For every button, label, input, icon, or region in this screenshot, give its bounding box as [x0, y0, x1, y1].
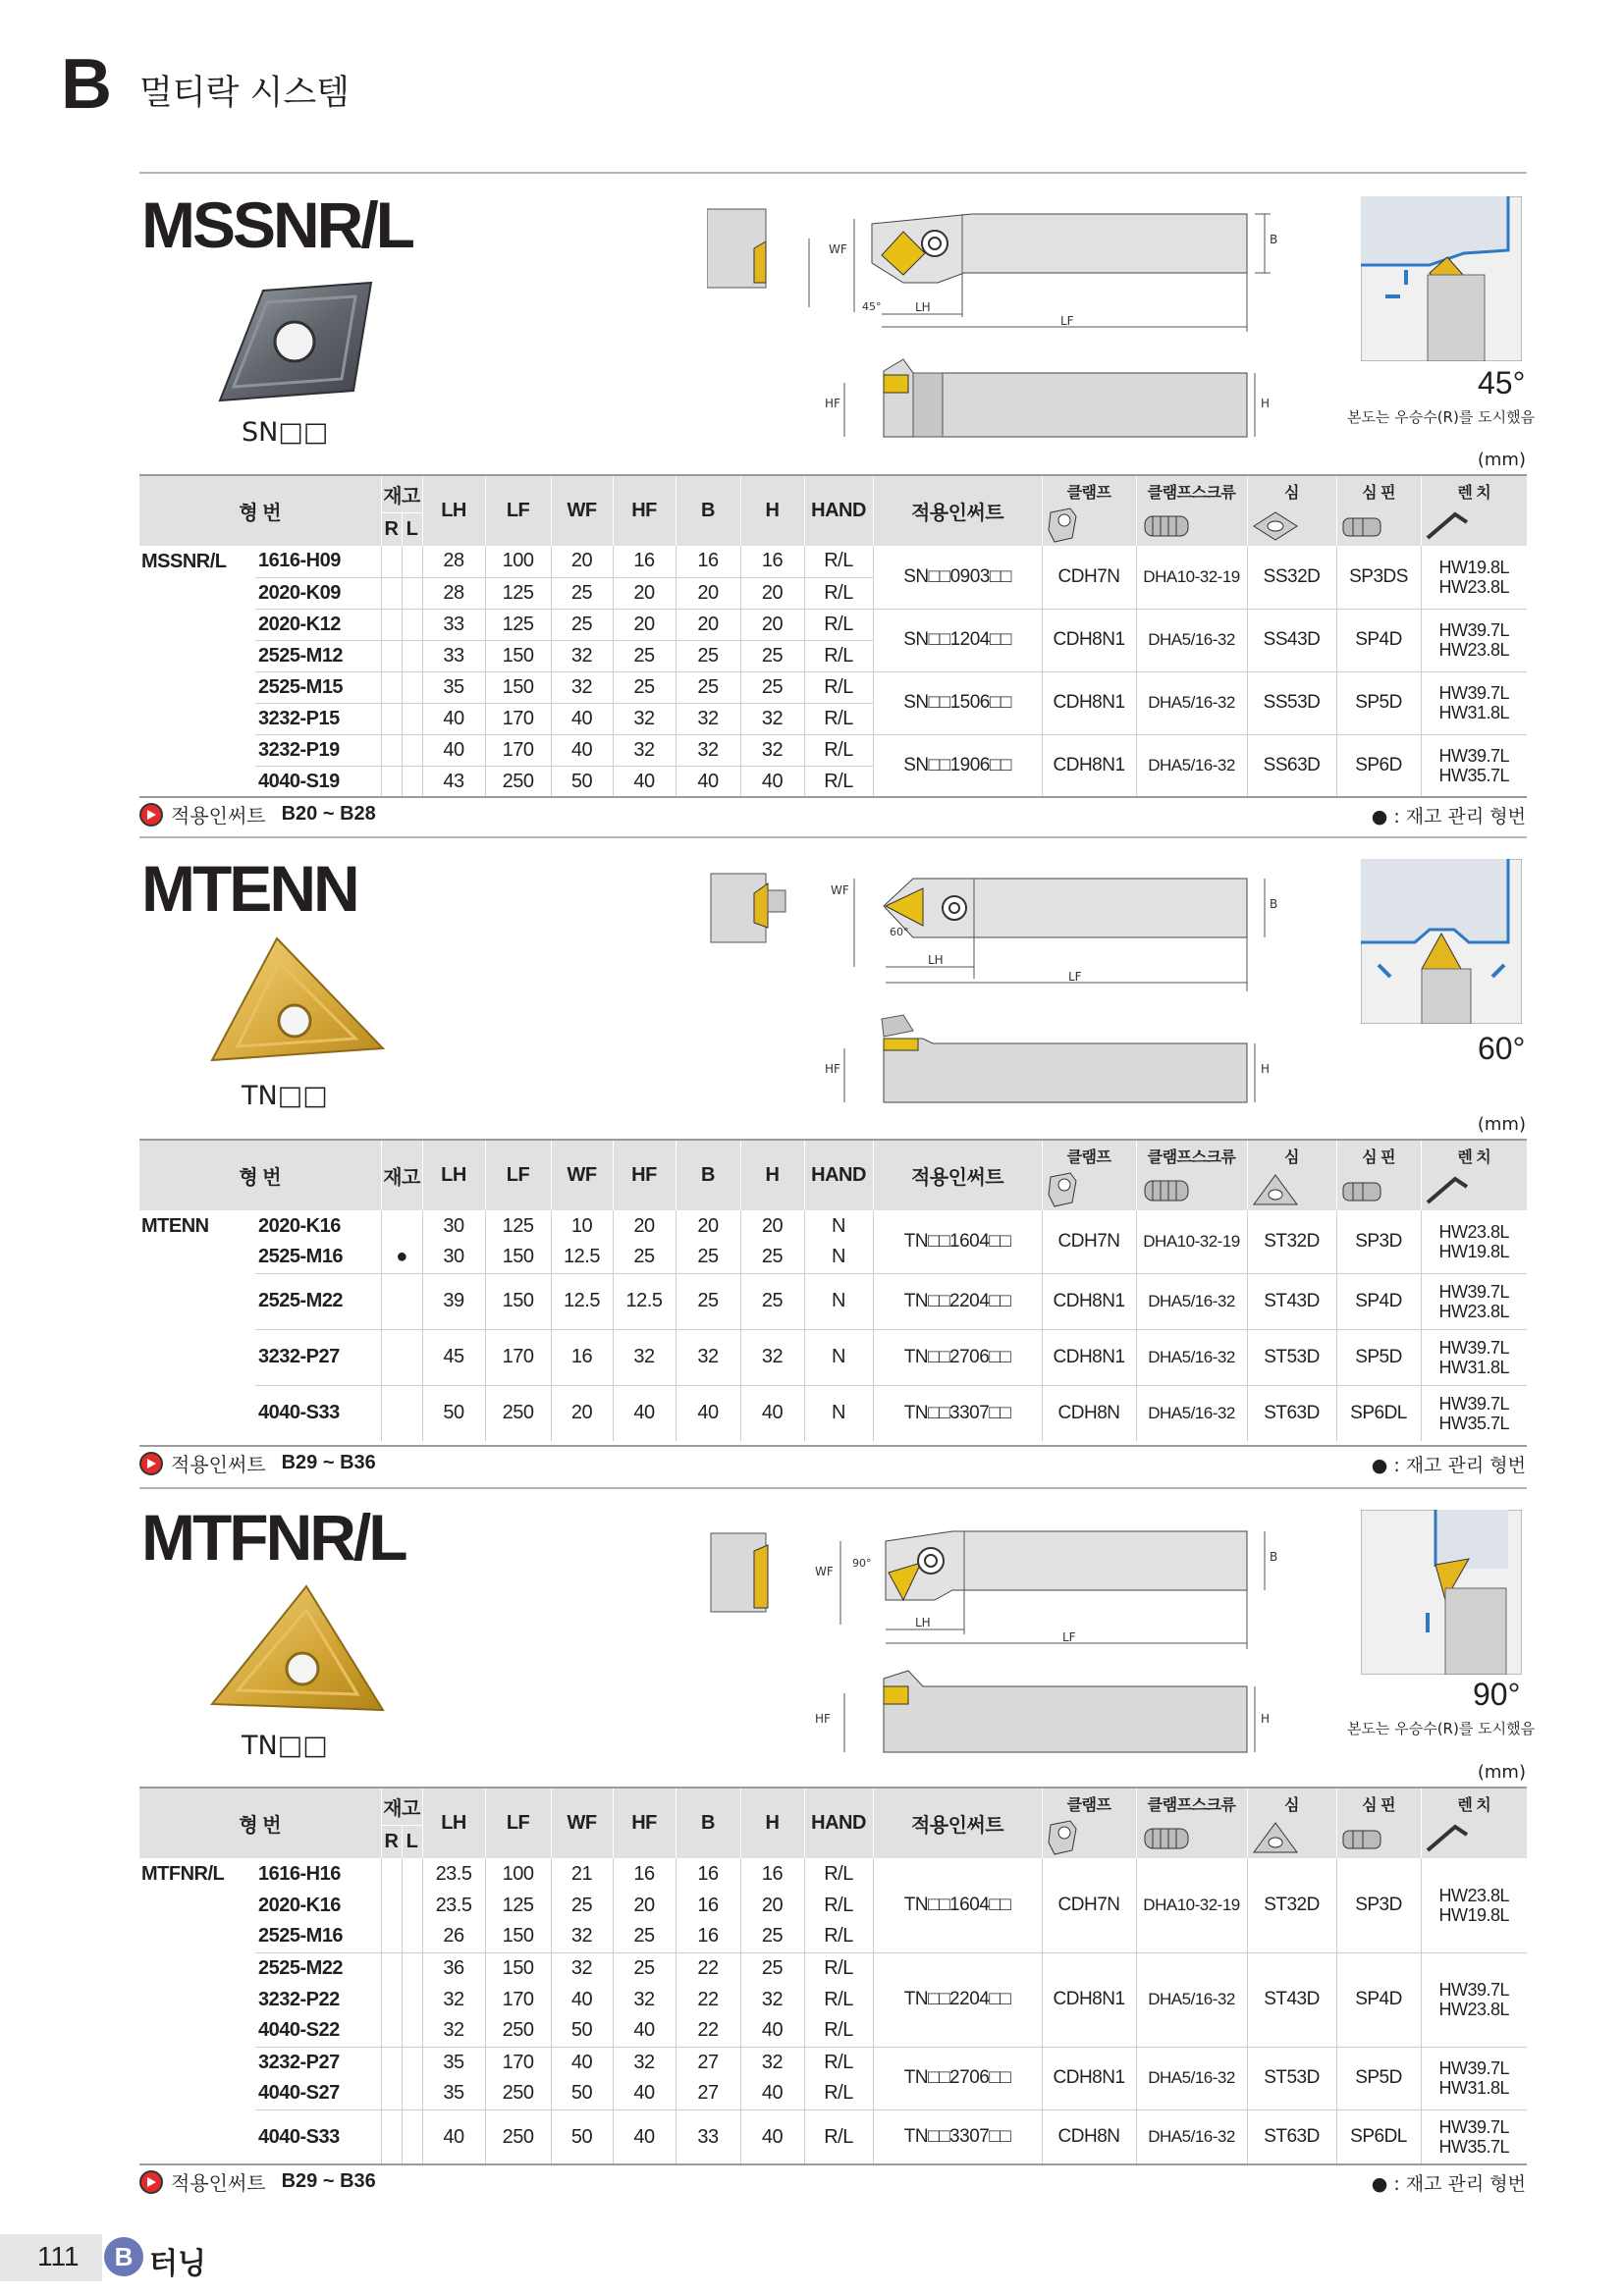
col-lf: LF — [485, 476, 551, 546]
table-row: 4040-S27 35 250 50 40 27 40 R/L — [139, 2078, 1527, 2109]
col-hand: HAND — [804, 476, 873, 546]
dim-h: H — [1261, 1062, 1271, 1076]
dim-hf: HF — [825, 397, 840, 410]
insert-image-tn — [208, 931, 387, 1068]
holder-top-view-diagram — [707, 1522, 1296, 1654]
table-bottom-rule — [139, 2163, 1527, 2165]
machining-illustration — [1361, 1510, 1522, 1675]
col-b: B — [676, 1141, 740, 1210]
col-shim: 심 — [1247, 1789, 1336, 1858]
units-label: (mm) — [1477, 1114, 1526, 1135]
col-model: 형 번 — [139, 1789, 381, 1858]
table-row: 4040-S19 43 250 50 40 40 40 R/L — [139, 766, 1527, 797]
spec-table-mssnr — [139, 476, 1527, 797]
section-divider — [139, 836, 1527, 838]
arrow-circle-icon — [139, 2170, 163, 2194]
table-row: 2525-M12 33 150 32 25 25 25 R/L — [139, 640, 1527, 671]
holder-side-view-diagram — [825, 1009, 1296, 1107]
header-divider — [139, 172, 1527, 174]
col-h: H — [740, 1789, 804, 1858]
col-stock-l: L — [402, 1825, 422, 1858]
col-wf: WF — [551, 1789, 613, 1858]
holder-top-view-diagram — [707, 869, 1296, 996]
section-title-mssnr: MSSNR/L — [141, 188, 412, 261]
wrench-icon — [1422, 505, 1471, 546]
table-bottom-rule — [139, 1445, 1527, 1447]
table-row: 4040-S33 40 250 50 40 33 40 R/L TN□□3307□□ CDH8N DHA5/16-32 ST63D SP6DL HW39.7L HW35.7L — [139, 2109, 1527, 2164]
col-b: B — [676, 476, 740, 546]
col-lh: LH — [422, 1141, 485, 1210]
col-h: H — [740, 1141, 804, 1210]
clamp-icon — [1043, 1817, 1082, 1858]
col-b: B — [676, 1789, 740, 1858]
table-row: 2020-K16 23.5 125 25 20 16 20 R/L — [139, 1890, 1527, 1921]
col-wrench: 렌 치 — [1421, 1789, 1527, 1858]
machining-illustration — [1361, 859, 1522, 1024]
table-row: 3232-P15 40 170 40 32 32 32 R/L — [139, 703, 1527, 734]
col-shim: 심 — [1247, 1141, 1336, 1210]
insert-image-sn — [206, 273, 383, 415]
col-clamp-screw: 클램프스크류 — [1136, 1141, 1247, 1210]
col-insert: 적용인써트 — [873, 476, 1042, 546]
table-row: 3232-P19 40 170 40 32 32 32 R/L SN□□1906□□ CDH8N1 DHA5/16-32 SS63D SP6D HW39.7L HW35.7L — [139, 734, 1527, 766]
approach-angle: 60° — [1478, 1031, 1526, 1066]
machining-illustration — [1361, 196, 1522, 361]
dim-b: B — [1270, 233, 1278, 246]
dim-wf: WF — [829, 242, 847, 256]
stock-note: ● : 재고 관리 형번 — [1371, 1455, 1526, 1476]
table-row: 2525-M16 26 150 32 25 16 25 R/L — [139, 1921, 1527, 1952]
insert-reference[interactable]: 적용인써트 B20 ~ B28 — [139, 800, 376, 828]
col-shim-pin: 심 핀 — [1336, 1789, 1421, 1858]
table-row: 2525-M22 39 150 12.5 12.5 25 25 N TN□□2204□□ CDH8N1 DHA5/16-32 ST43D SP4D HW39.7L HW23.8L — [139, 1273, 1527, 1329]
dim-lf: LF — [1068, 970, 1082, 984]
col-wf: WF — [551, 1141, 613, 1210]
col-hf: HF — [613, 1789, 676, 1858]
chapter-badge: B — [104, 2237, 143, 2276]
col-lh: LH — [422, 476, 485, 546]
shim-icon — [1248, 505, 1303, 546]
col-stock-r: R — [381, 1825, 402, 1858]
units-label: (mm) — [1477, 1762, 1526, 1783]
col-model: 형 번 — [139, 476, 381, 546]
table-row: 2525-M15 35 150 32 25 25 25 R/L SN□□1506□□ CDH8N1 DHA5/16-32 SS53D SP5D HW39.7L HW31.8L — [139, 671, 1527, 703]
screw-icon — [1137, 1169, 1196, 1210]
dim-angle: 60° — [890, 926, 909, 938]
wrench-icon — [1422, 1169, 1471, 1210]
col-shim-pin: 심 핀 — [1336, 1141, 1421, 1210]
col-shim-pin: 심 핀 — [1336, 476, 1421, 546]
dim-angle: 45° — [862, 300, 882, 313]
section-title-mtenn: MTENN — [141, 852, 357, 925]
units-label: (mm) — [1477, 450, 1526, 470]
dim-angle: 90° — [852, 1557, 872, 1570]
table-row: 3232-P22 32 170 40 32 22 32 R/L — [139, 1984, 1527, 2015]
shim-icon — [1248, 1817, 1303, 1858]
col-clamp: 클램프 — [1042, 476, 1136, 546]
dim-lf: LF — [1060, 314, 1074, 328]
col-hand: HAND — [804, 1789, 873, 1858]
approach-angle: 45° — [1478, 365, 1526, 400]
insert-reference[interactable]: 적용인써트 B29 ~ B36 — [139, 1449, 376, 1477]
dim-wf: WF — [831, 883, 849, 897]
holder-side-view-diagram — [825, 353, 1296, 452]
insert-label-sn: SN□□ — [242, 417, 329, 448]
table-row: 2525-M22 36 150 32 25 22 25 R/L TN□□2204□□ CDH8N1 DHA5/16-32 ST43D SP4D HW39.7L HW23.8L — [139, 1952, 1527, 1984]
col-clamp: 클램프 — [1042, 1789, 1136, 1858]
approach-angle: 90° — [1473, 1677, 1521, 1712]
clamp-icon — [1043, 505, 1082, 546]
table-row: 2020-K09 28 125 25 20 20 20 R/L — [139, 577, 1527, 609]
col-stock: 재고 — [381, 1789, 422, 1825]
screw-icon — [1137, 505, 1196, 546]
holder-side-view-diagram — [815, 1659, 1296, 1757]
col-hand: HAND — [804, 1141, 873, 1210]
dim-lf: LF — [1062, 1630, 1076, 1644]
table-row: MTFNR/L 1616-H16 23.5 100 21 16 16 16 R/L TN□□1604□□ CDH7N DHA10-32-19 ST32D SP3D HW23.8L HW19.8L — [139, 1858, 1527, 1890]
drawing-note: 본도는 우승수(R)를 도시했음 — [1347, 408, 1536, 426]
dim-lh: LH — [915, 300, 931, 314]
spec-table-mtfnr — [139, 1789, 1527, 2164]
col-stock: 재고 — [381, 1141, 422, 1210]
holder-top-view-diagram — [707, 204, 1296, 342]
shim-pin-icon — [1337, 1817, 1386, 1858]
section-divider — [139, 1487, 1527, 1489]
clamp-icon — [1043, 1169, 1082, 1210]
dim-hf: HF — [825, 1062, 840, 1076]
section-title-mtfnr: MTFNR/L — [141, 1501, 406, 1574]
spec-table-mtenn — [139, 1141, 1527, 1441]
dim-hf: HF — [815, 1712, 831, 1726]
table-row: 3232-P27 45 170 16 32 32 32 N TN□□2706□□ CDH8N1 DHA5/16-32 ST53D SP5D HW39.7L HW31.8L — [139, 1329, 1527, 1385]
arrow-circle-icon — [139, 803, 163, 827]
col-stock-r: R — [381, 512, 402, 546]
col-model: 형 번 — [139, 1141, 381, 1210]
screw-icon — [1137, 1817, 1196, 1858]
col-clamp-screw: 클램프스크류 — [1136, 1789, 1247, 1858]
col-clamp-screw: 클램프스크류 — [1136, 476, 1247, 546]
col-wrench: 렌 치 — [1421, 476, 1527, 546]
table-row: 4040-S33 50 250 20 40 40 40 N TN□□3307□□ CDH8N DHA5/16-32 ST63D SP6DL HW39.7L HW35.7L — [139, 1385, 1527, 1441]
page-number: 111 — [37, 2241, 80, 2271]
stock-note: ● : 재고 관리 형번 — [1371, 806, 1526, 828]
wrench-icon — [1422, 1817, 1471, 1858]
col-hf: HF — [613, 1141, 676, 1210]
col-h: H — [740, 476, 804, 546]
col-stock: 재고 — [381, 476, 422, 512]
table-bottom-rule — [139, 796, 1527, 798]
arrow-circle-icon — [139, 1452, 163, 1475]
chapter-title: 멀티락 시스템 — [139, 74, 350, 113]
col-insert: 적용인써트 — [873, 1141, 1042, 1210]
insert-image-tn — [208, 1580, 387, 1718]
dim-wf: WF — [815, 1565, 834, 1578]
table-row: 3232-P27 35 170 40 32 27 32 R/L TN□□2706□□ CDH8N1 DHA5/16-32 ST53D SP5D HW39.7L HW31.8L — [139, 2047, 1527, 2078]
table-row: MTENN 2020-K16 30 125 10 20 20 20 N TN□□1604□□ CDH7N DHA10-32-19 ST32D SP3D HW23.8L HW19.8L — [139, 1210, 1527, 1242]
col-lf: LF — [485, 1789, 551, 1858]
insert-label-tn: TN□□ — [242, 1081, 328, 1111]
col-hf: HF — [613, 476, 676, 546]
dim-lh: LH — [928, 953, 944, 967]
col-clamp: 클램프 — [1042, 1141, 1136, 1210]
dim-h: H — [1261, 1712, 1271, 1726]
col-wf: WF — [551, 476, 613, 546]
shim-pin-icon — [1337, 505, 1386, 546]
dim-h: H — [1261, 397, 1271, 410]
table-row: MSSNR/L 1616-H09 28 100 20 16 16 16 R/L SN□□0903□□ CDH7N DHA10-32-19 SS32D SP3DS HW19.8L HW23.8L — [139, 546, 1527, 577]
col-stock-l: L — [402, 512, 422, 546]
shim-icon — [1248, 1169, 1303, 1210]
col-insert: 적용인써트 — [873, 1789, 1042, 1858]
col-shim: 심 — [1247, 476, 1336, 546]
stock-note: ● : 재고 관리 형번 — [1371, 2173, 1526, 2195]
col-wrench: 렌 치 — [1421, 1141, 1527, 1210]
table-row: 4040-S22 32 250 50 40 22 40 R/L — [139, 2015, 1527, 2047]
col-lh: LH — [422, 1789, 485, 1858]
insert-reference[interactable]: 적용인써트 B29 ~ B36 — [139, 2167, 376, 2196]
dim-lh: LH — [915, 1616, 931, 1629]
drawing-note: 본도는 우승수(R)를 도시했음 — [1347, 1720, 1536, 1737]
table-row: 2525-M16 ● 30 150 12.5 25 25 25 N — [139, 1242, 1527, 1273]
col-lf: LF — [485, 1141, 551, 1210]
dim-b: B — [1270, 897, 1278, 911]
footer-chapter-title: 터닝 — [149, 2247, 206, 2281]
table-row: 2020-K12 33 125 25 20 20 20 R/L SN□□1204□□ CDH8N1 DHA5/16-32 SS43D SP4D HW39.7L HW23.8L — [139, 609, 1527, 640]
insert-label-tn: TN□□ — [242, 1731, 328, 1761]
shim-pin-icon — [1337, 1169, 1386, 1210]
chapter-letter: B — [61, 45, 112, 124]
dim-b: B — [1270, 1550, 1278, 1564]
